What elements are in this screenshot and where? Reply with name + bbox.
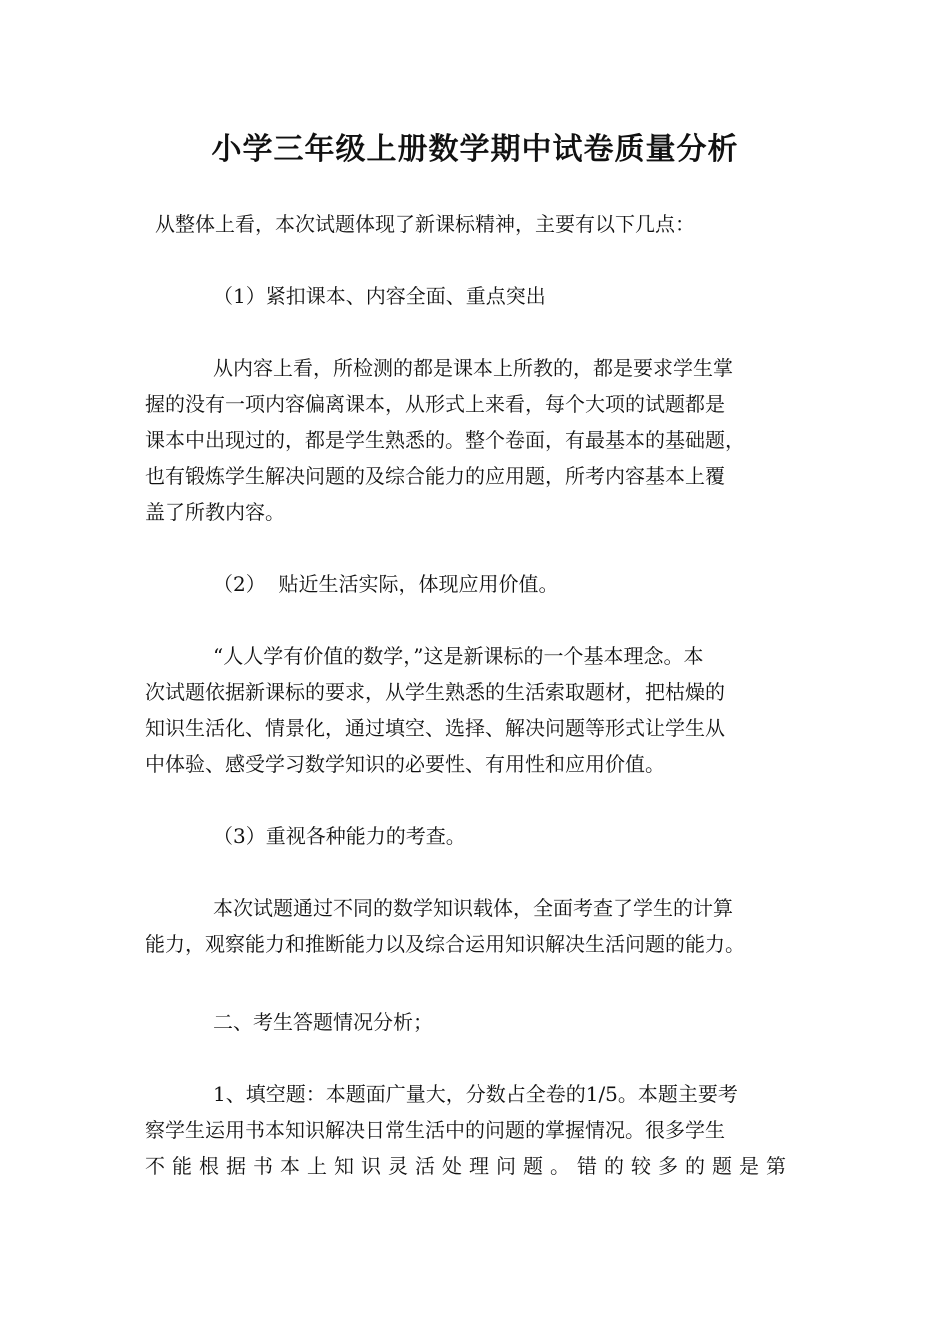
- body-paragraph-4: [145, 1076, 805, 1184]
- text-line: 知识生活化、情景化，通过填空、选择、解决问题等形式让学生从: [145, 716, 725, 740]
- text-line: 察学生运用书本知识解决日常生活中的问题的掌握情况。很多学生: [145, 1118, 725, 1142]
- text-line: 本次试题通过不同的数学知识载体，全面考查了学生的计算: [213, 896, 733, 920]
- document-title: 小学三年级上册数学期中试卷质量分析: [211, 132, 739, 167]
- text-line: 握的没有一项内容偏离课本，从形式上来看，每个大项的试题都是: [145, 392, 725, 416]
- intro-paragraph: 从整体上看，本次试题体现了新课标精神，主要有以下几点：: [155, 212, 695, 236]
- text-line: 次试题依据新课标的要求，从学生熟悉的生活索取题材，把枯燥的: [145, 680, 725, 704]
- text-line: 盖了所教内容。: [145, 500, 285, 524]
- section-heading-1: （1）紧扣课本、内容全面、重点突出: [213, 284, 546, 308]
- text-line: 从内容上看，所检测的都是课本上所教的，都是要求学生掌: [213, 356, 733, 380]
- text-line: 能力，观察能力和推断能力以及综合运用知识解决生活问题的能力。: [145, 932, 745, 956]
- text-line: 中体验、感受学习数学知识的必要性、有用性和应用价值。: [145, 752, 665, 776]
- body-paragraph-1: [145, 350, 805, 530]
- section-heading-4: 二、考生答题情况分析；: [213, 1010, 433, 1034]
- text-line: 不能根据书本上知识灵活处理问题。错的较多的题是第: [145, 1154, 793, 1178]
- text-line: 1、填空题：本题面广量大，分数占全卷的1/5。本题主要考: [213, 1082, 738, 1106]
- body-paragraph-3: [145, 890, 805, 962]
- text-line: 课本中出现过的，都是学生熟悉的。整个卷面，有最基本的基础题，: [145, 428, 745, 452]
- body-paragraph-2: [145, 638, 805, 782]
- text-line: “人人学有价值的数学，”这是新课标的一个基本理念。本: [213, 644, 704, 668]
- section-heading-2: （2） 贴近生活实际，体现应用价值。: [213, 572, 559, 596]
- text-line: 也有锻炼学生解决问题的及综合能力的应用题，所考内容基本上覆: [145, 464, 725, 488]
- section-heading-3: （3）重视各种能力的考查。: [213, 824, 466, 848]
